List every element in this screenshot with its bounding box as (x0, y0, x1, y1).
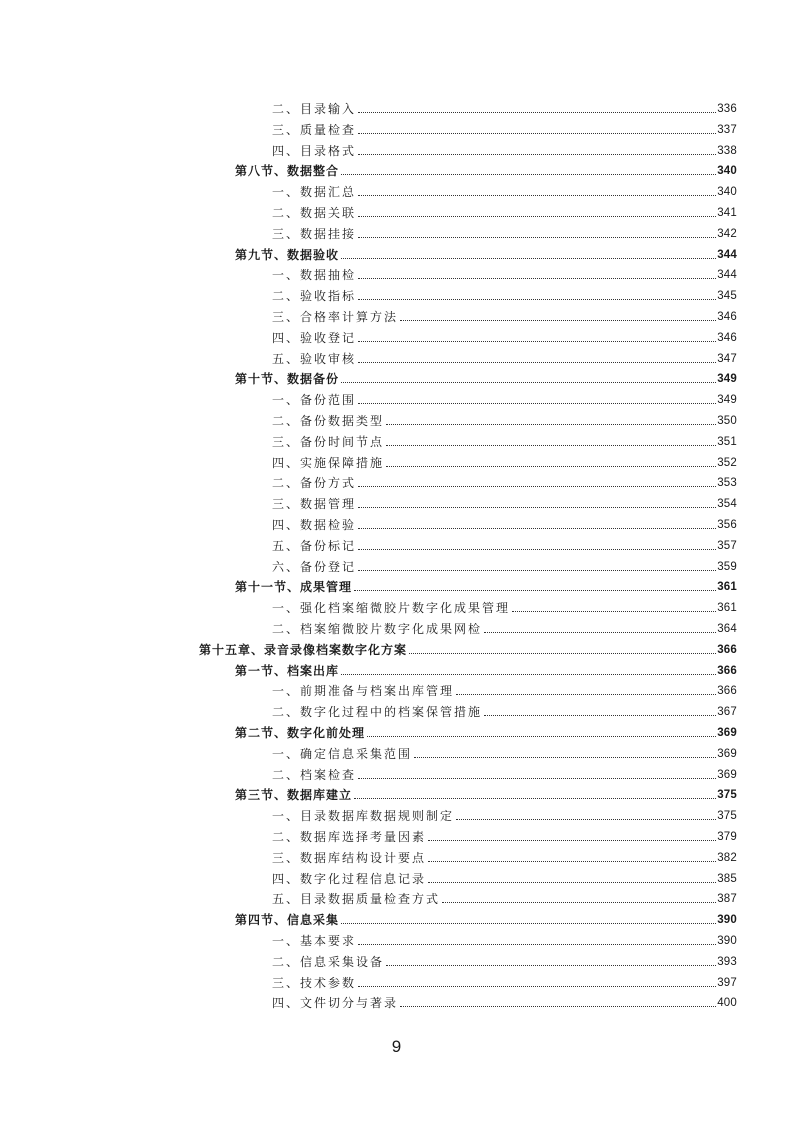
toc-dot-leader (358, 352, 716, 366)
toc-entry-title: 三、数据挂接 (272, 226, 357, 241)
toc-entry-title: 一、数据抽检 (272, 268, 357, 283)
toc-entry-page: 369 (717, 727, 737, 739)
toc-dot-leader (358, 331, 716, 345)
toc-entry-page: 340 (717, 186, 737, 199)
toc-entry-page: 369 (717, 747, 737, 760)
toc-entry-page: 369 (717, 768, 737, 781)
toc-entry-title: 第八节、数据整合 (235, 164, 340, 179)
toc-entry-title: 一、确定信息采集范围 (272, 746, 413, 761)
toc-entry-title: 五、目录数据质量检查方式 (272, 892, 441, 907)
toc-entry-title: 第一节、档案出库 (235, 663, 340, 678)
toc-entry-page: 379 (717, 831, 737, 843)
toc-entry-section[interactable] (235, 242, 737, 262)
toc-dot-leader (358, 768, 716, 782)
toc-entry-title: 三、技术参数 (272, 975, 357, 990)
toc-entry-title: 二、数据关联 (272, 206, 357, 220)
toc-entry-page: 387 (717, 893, 737, 906)
toc-entry-page: 382 (717, 851, 737, 864)
toc-dot-leader (341, 164, 716, 178)
toc-entry-title: 四、验收登记 (272, 330, 357, 345)
toc-entry-page: 352 (717, 456, 737, 469)
toc-dot-leader (428, 851, 716, 865)
toc-entry-item[interactable] (272, 283, 737, 303)
toc-dot-leader (456, 684, 716, 698)
toc-entry-item[interactable] (272, 491, 737, 511)
toc-entry-title: 二、备份数据类型 (272, 414, 385, 428)
toc-entry-title: 二、信息采集设备 (272, 954, 385, 969)
toc-dot-leader (354, 580, 716, 594)
toc-dot-leader (358, 476, 716, 490)
toc-entry-title: 第三节、数据库建立 (235, 788, 353, 803)
toc-dot-leader (358, 560, 716, 574)
toc-entry-title: 五、备份标记 (272, 538, 357, 553)
toc-dot-leader (341, 248, 716, 262)
toc-entry-page: 375 (717, 789, 737, 802)
toc-dot-leader (358, 144, 716, 158)
toc-entry-page: 344 (717, 269, 737, 282)
toc-entry-item[interactable] (272, 408, 737, 428)
toc-dot-leader (386, 435, 716, 449)
toc-entry-page: 393 (717, 955, 737, 968)
toc-entry-title: 四、实施保障措施 (272, 455, 385, 470)
toc-dot-leader (358, 393, 716, 407)
toc-entry-page: 375 (717, 810, 737, 823)
toc-entry-item[interactable] (272, 262, 737, 282)
toc-entry-section[interactable] (235, 907, 737, 927)
toc-entry-page: 366 (717, 664, 737, 677)
toc-entry-item[interactable] (272, 450, 737, 470)
toc-entry-page: 359 (717, 560, 737, 573)
toc-dot-leader (341, 913, 716, 927)
toc-dot-leader (358, 934, 716, 948)
toc-entry-item[interactable] (272, 470, 737, 490)
toc-entry-page: 357 (717, 539, 737, 552)
toc-dot-leader (414, 747, 716, 761)
toc-dot-leader (358, 268, 716, 282)
toc-entry-page: 356 (717, 519, 737, 531)
toc-entry-page: 354 (717, 498, 737, 511)
toc-entry-page: 338 (717, 144, 737, 157)
toc-entry-title: 四、目录格式 (272, 143, 357, 158)
toc-entry-section[interactable] (235, 720, 737, 740)
toc-entry-page: 366 (717, 643, 737, 656)
toc-entry-section[interactable] (235, 158, 737, 178)
toc-entry-item[interactable] (272, 990, 737, 1010)
toc-entry-title: 五、验收审核 (272, 351, 357, 366)
toc-entry-title: 三、数据管理 (272, 497, 357, 512)
toc-entry-title: 一、强化档案缩微胶片数字化成果管理 (272, 601, 511, 616)
toc-entry-title: 一、数据汇总 (272, 185, 357, 200)
toc-entry-page: 347 (717, 352, 737, 365)
toc-entry-item[interactable] (272, 949, 737, 969)
toc-entry-title: 一、目录数据库数据规则制定 (272, 809, 455, 824)
toc-entry-item[interactable] (272, 117, 737, 137)
toc-entry-page: 385 (717, 872, 737, 885)
toc-entry-page: 349 (717, 373, 737, 386)
toc-entry-page: 337 (717, 123, 737, 136)
toc-dot-leader (358, 289, 716, 303)
toc-entry-title: 第十五章、录音录像档案数字化方案 (199, 642, 408, 657)
toc-entry-title: 四、数字化过程信息记录 (272, 871, 427, 886)
toc-entry-title: 二、数字化过程中的档案保管措施 (272, 705, 483, 720)
toc-dot-leader (484, 705, 716, 719)
toc-entry-item[interactable] (272, 554, 737, 574)
toc-dot-leader (386, 414, 716, 428)
toc-entry-item[interactable] (272, 138, 737, 158)
toc-entry-item[interactable] (272, 179, 737, 199)
toc-entry-page: 344 (717, 248, 737, 261)
toc-dot-leader (358, 227, 716, 241)
toc-entry-page: 353 (717, 477, 737, 490)
page-number: 9 (391, 1037, 402, 1056)
toc-dot-leader (358, 206, 716, 220)
toc-entry-item[interactable] (272, 741, 737, 761)
toc-entry-item[interactable] (272, 533, 737, 553)
toc-entry-page: 350 (717, 415, 737, 427)
toc-entry-page: 390 (717, 914, 737, 927)
toc-entry-item[interactable] (272, 762, 737, 782)
toc-dot-leader (409, 643, 716, 657)
toc-entry-section[interactable] (235, 658, 737, 678)
toc-entry-page: 400 (717, 997, 737, 1010)
toc-dot-leader (428, 830, 716, 844)
toc-entry-title: 第四节、信息采集 (235, 913, 340, 928)
toc-entry-item[interactable] (272, 678, 737, 698)
toc-entry-title: 四、数据检验 (272, 518, 357, 532)
toc-entry-title: 第二节、数字化前处理 (235, 726, 366, 740)
toc-entry-item[interactable] (272, 803, 737, 823)
toc-entry-item[interactable] (272, 429, 737, 449)
toc-dot-leader (386, 955, 716, 969)
toc-entry-title: 三、合格率计算方法 (272, 310, 399, 324)
toc-entry-title: 三、备份时间节点 (272, 434, 385, 449)
toc-dot-leader (456, 809, 716, 823)
toc-entry-item[interactable] (272, 96, 737, 116)
toc-entry-page: 351 (717, 435, 737, 448)
toc-entry-page: 336 (717, 103, 737, 115)
toc-dot-leader (367, 726, 716, 740)
toc-entry-item[interactable] (272, 845, 737, 865)
toc-entry-item[interactable] (272, 699, 737, 719)
toc-entry-title: 一、备份范围 (272, 393, 357, 408)
toc-entry-title: 二、数据库选择考量因素 (272, 830, 427, 844)
toc-entry-page: 367 (717, 706, 737, 719)
toc-entry-section[interactable] (235, 782, 737, 802)
toc-entry-item[interactable] (272, 824, 737, 844)
toc-entry-item[interactable] (272, 387, 737, 407)
toc-entry-title: 一、前期准备与档案出库管理 (272, 684, 455, 699)
toc-entry-title: 三、数据库结构设计要点 (272, 850, 427, 865)
toc-entry-item[interactable] (272, 200, 737, 220)
toc-entry-item[interactable] (272, 970, 737, 990)
toc-entry-title: 一、基本要求 (272, 934, 357, 948)
toc-entry-item[interactable] (272, 616, 737, 636)
toc-entry-page: 361 (717, 602, 737, 615)
toc-entry-title: 六、备份登记 (272, 559, 357, 574)
toc-entry-page: 366 (717, 685, 737, 698)
toc-entry-item[interactable] (272, 346, 737, 366)
toc-entry-title: 二、备份方式 (272, 476, 357, 491)
toc-entry-page: 361 (717, 581, 737, 594)
toc-entry-item[interactable] (272, 221, 737, 241)
toc-dot-leader (358, 102, 716, 116)
toc-entry-item[interactable] (272, 304, 737, 324)
toc-entry-title: 第十一节、成果管理 (235, 580, 353, 595)
toc-entry-title: 二、档案检查 (272, 767, 357, 782)
toc-entry-page: 340 (717, 165, 737, 178)
toc-dot-leader (358, 976, 716, 990)
toc-entry-title: 第九节、数据验收 (235, 247, 340, 262)
toc-entry-title: 二、目录输入 (272, 102, 357, 116)
toc-entry-title: 三、质量检查 (272, 122, 357, 137)
toc-dot-leader (512, 601, 716, 615)
toc-entry-page: 364 (717, 623, 737, 635)
toc-dot-leader (341, 664, 716, 678)
toc-entry-item[interactable] (272, 866, 737, 886)
toc-entry-page: 345 (717, 290, 737, 303)
toc-entry-title: 二、验收指标 (272, 289, 357, 304)
toc-dot-leader (400, 996, 716, 1010)
toc-entry-page: 397 (717, 976, 737, 989)
toc-dot-leader (358, 518, 716, 532)
toc-dot-leader (358, 185, 716, 199)
toc-dot-leader (442, 892, 716, 906)
toc-dot-leader (358, 539, 716, 553)
toc-entry-item[interactable] (272, 928, 737, 948)
toc-entry-chapter[interactable] (199, 637, 737, 657)
toc-entry-page: 342 (717, 227, 737, 240)
toc-dot-leader (428, 872, 716, 886)
toc-entry-page: 346 (717, 311, 737, 323)
toc-entry-page: 346 (717, 331, 737, 344)
toc-entry-title: 四、文件切分与著录 (272, 996, 399, 1011)
toc-dot-leader (484, 622, 716, 636)
toc-entry-page: 341 (717, 207, 737, 219)
toc-entry-page: 349 (717, 394, 737, 407)
toc-entry-title: 第十节、数据备份 (235, 372, 340, 387)
toc-entry-section[interactable] (235, 574, 737, 594)
toc-entry-section[interactable] (235, 366, 737, 386)
toc-entry-item[interactable] (272, 595, 737, 615)
toc-entry-page: 390 (717, 935, 737, 947)
toc-dot-leader (400, 310, 716, 324)
toc-dot-leader (386, 456, 716, 470)
toc-entry-item[interactable] (272, 325, 737, 345)
toc-dot-leader (341, 372, 716, 386)
toc-dot-leader (354, 788, 716, 802)
toc-entry-item[interactable] (272, 512, 737, 532)
toc-entry-title: 二、档案缩微胶片数字化成果网检 (272, 622, 483, 636)
toc-dot-leader (358, 123, 716, 137)
toc-entry-item[interactable] (272, 886, 737, 906)
toc-dot-leader (358, 497, 716, 511)
